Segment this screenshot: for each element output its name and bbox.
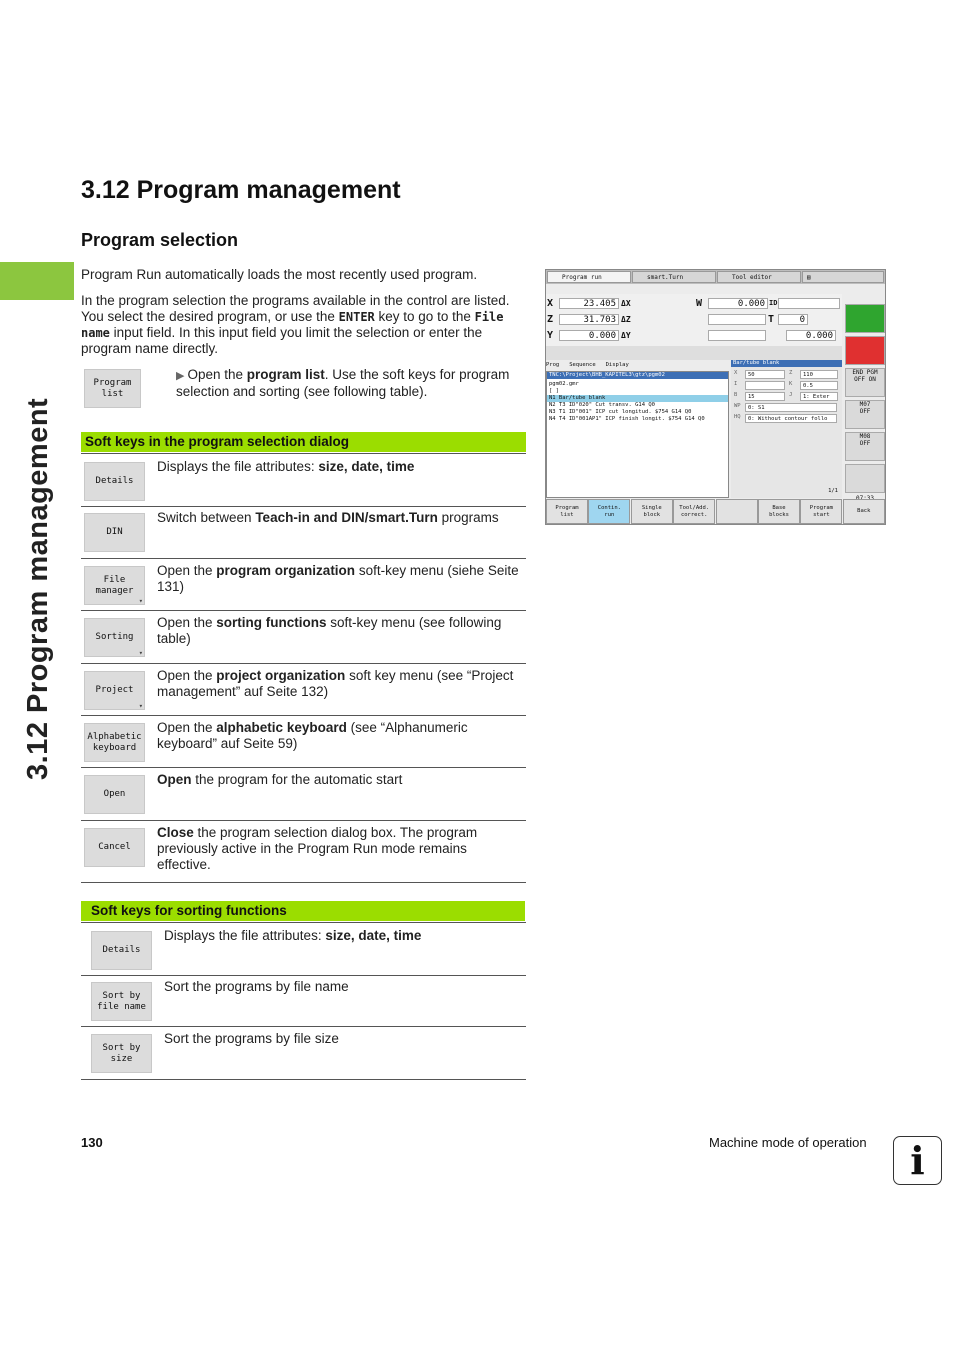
submenu-arrow-icon: ▾: [138, 597, 143, 605]
softkey-description: Displays the file attributes: size, date, time: [157, 459, 415, 474]
softkey[interactable]: Open: [84, 775, 145, 814]
table-row: [81, 1026, 526, 1080]
screen-softkey[interactable]: Single block: [631, 499, 673, 524]
file-name-field-label: File name: [81, 310, 504, 340]
tab-save-icon[interactable]: ▤: [802, 271, 884, 283]
table-row: [81, 820, 526, 883]
softkey-description: Switch between Teach-in and DIN/smart.Turn programs: [157, 510, 499, 525]
softkey-description: Open the program organization soft-key menu (siehe Seite 131): [157, 563, 519, 594]
axis-y-value: 0.000: [559, 330, 619, 341]
form-field[interactable]: [745, 381, 785, 390]
step-instruction: ▶ Open the program list. Use the soft keys for program selection and sorting (see following table).: [176, 367, 510, 399]
softkey-description: Sort the programs by file size: [164, 1031, 339, 1046]
table-row: [81, 663, 526, 716]
softkey[interactable]: Alphabetic keyboard: [84, 723, 145, 762]
vertical-softkeys: [845, 294, 885, 498]
file-line[interactable]: pgm02.gmr: [549, 381, 579, 387]
form-field[interactable]: 15: [745, 392, 785, 401]
end-pgm-softkey[interactable]: END PGM OFF ON: [845, 368, 885, 397]
cycle-stop-icon[interactable]: [845, 336, 885, 365]
program-file-pane: [546, 371, 729, 498]
form-field[interactable]: 110: [800, 370, 838, 379]
form-label: WP: [734, 403, 741, 409]
softkey[interactable]: Sorting ▾: [84, 618, 145, 657]
form-label: B: [734, 392, 738, 398]
softkey[interactable]: Sort by size: [91, 1034, 152, 1073]
file-line[interactable]: N2 T3 ID"020" Cut transv. G14 Q0: [549, 402, 655, 408]
mode-tab-bar: [546, 270, 885, 284]
softkey-description: Open the alphabetic keyboard (see “Alphanumeric keyboard” auf Seite 59): [157, 720, 468, 751]
table1-title: Soft keys in the program selection dialog: [81, 432, 526, 452]
softkey-description: Close the program selection dialog box. The program previously active in the Program Run mode remains effective.: [157, 825, 478, 872]
form-label: K: [789, 381, 793, 387]
form-title: Bar/tube blank: [731, 360, 842, 367]
file-line[interactable]: [ ]: [549, 388, 559, 394]
table-row: [81, 505, 526, 559]
form-field[interactable]: 50: [745, 370, 785, 379]
axis-z-delta: ΔZ: [621, 315, 631, 324]
softkey-description: Open the project organization soft key menu (see “Project management” auf Seite 132): [157, 668, 514, 699]
table-row: [81, 453, 526, 507]
form-label: X: [734, 370, 738, 376]
screen-softkey[interactable]: [716, 499, 758, 524]
control-screenshot: [545, 269, 886, 525]
softkey[interactable]: Details: [84, 462, 145, 501]
table-row: [81, 922, 526, 976]
screen-softkey[interactable]: Contin. run: [588, 499, 630, 524]
id-label: ID: [769, 299, 778, 307]
axis-w-value: 0.000: [708, 298, 768, 309]
chapter-tab-marker: [0, 262, 74, 300]
axis-z-label: Z: [547, 314, 554, 325]
axis-z-value: 31.703: [559, 314, 619, 325]
tool-t-label: T: [768, 314, 775, 325]
table-row: [81, 558, 526, 611]
chapter-footer: Machine mode of operation: [709, 1135, 867, 1150]
axis-w-label: W: [696, 298, 703, 309]
screen-softkey[interactable]: Back: [843, 499, 885, 524]
section-heading: 3.12 Program management: [81, 176, 401, 204]
table-row: [81, 767, 526, 821]
form-label: J: [789, 392, 793, 398]
subsection-heading: Program selection: [81, 230, 239, 250]
field-empty-2: [708, 330, 766, 341]
sub-tab-prog[interactable]: Prog: [546, 362, 560, 368]
axis-y-delta: ΔY: [621, 331, 631, 340]
sub-tab-bar: [546, 362, 729, 370]
tool-t-value: 0: [778, 314, 808, 325]
intro-paragraph: Program Run automatically loads the most recently used program.: [81, 267, 478, 282]
tab-program-run[interactable]: Program run: [547, 271, 631, 283]
program-list-softkey[interactable]: Program list: [84, 369, 141, 408]
form-field[interactable]: 0: S1: [745, 403, 837, 412]
cycle-start-icon[interactable]: [845, 304, 885, 333]
softkey[interactable]: Cancel: [84, 828, 145, 867]
form-label: Z: [789, 370, 793, 376]
form-field[interactable]: 0: Without contour follo: [745, 414, 837, 423]
softkey[interactable]: Project ▾: [84, 671, 145, 710]
screen-softkey[interactable]: Base blocks: [758, 499, 800, 524]
screen-softkey[interactable]: Program start: [800, 499, 842, 524]
submenu-arrow-icon: ▾: [138, 649, 143, 657]
submenu-arrow-icon: ▾: [138, 702, 143, 710]
m07-softkey[interactable]: M07 OFF: [845, 400, 885, 429]
step-arrow-icon: ▶: [176, 370, 185, 382]
softkey[interactable]: Details: [91, 931, 152, 970]
sub-tab-display[interactable]: Display: [605, 362, 629, 368]
tab-tool-editor[interactable]: Tool editor: [717, 271, 801, 283]
file-line[interactable]: N3 T1 ID"001" ICP cut longitud. $754 G14 Q0: [549, 409, 692, 415]
table-row: [81, 974, 526, 1027]
table-row: [81, 610, 526, 664]
feed-spindle-status-bar: [546, 346, 842, 360]
softkey-description: Sort the programs by file name: [164, 979, 349, 994]
form-field[interactable]: 0.5: [800, 381, 838, 390]
softkey-description: Open the program for the automatic start: [157, 772, 403, 787]
m08-softkey[interactable]: M08 OFF: [845, 432, 885, 461]
softkey-description: Open the sorting functions soft-key menu (see following table): [157, 615, 502, 646]
selection-paragraph: In the program selection the programs available in the control are listed. You select the desired program, or use the ENTER key to go to the File name input field. In this input field you limit the selection or enter the program name directly.: [81, 293, 510, 356]
axis-x-value: 23.405: [559, 298, 619, 309]
axis-x-delta: ΔX: [621, 299, 631, 308]
screen-softkey[interactable]: Tool/Add. correct.: [673, 499, 715, 524]
page-number: 130: [81, 1135, 103, 1150]
enter-key-label: ENTER: [338, 310, 375, 324]
form-field[interactable]: 1: Exter: [800, 392, 838, 401]
program-path: TNC:\Project\BHB_KAPITEL3\gtz\pgm02: [547, 372, 728, 379]
softkey[interactable]: Sort by file name: [91, 982, 152, 1021]
position-display: [546, 294, 842, 360]
table-row: [81, 715, 526, 768]
id-value: [778, 298, 840, 309]
screen-softkey[interactable]: Program list: [546, 499, 588, 524]
file-line-selected[interactable]: N1 Bar/tube blank: [547, 395, 728, 402]
file-line[interactable]: N4 T4 ID"001AP1" ICP finish longit. $754 G14 Q0: [549, 416, 705, 422]
info-icon: i: [893, 1136, 942, 1185]
page-indicator: 1/1: [828, 488, 838, 494]
axis-y-label: Y: [547, 330, 554, 341]
table2-title: Soft keys for sorting functions: [81, 901, 525, 921]
sub-tab-sequence[interactable]: Sequence: [569, 362, 596, 368]
softkey[interactable]: File manager ▾: [84, 566, 145, 605]
softkey-description: Displays the file attributes: size, date, time: [164, 928, 422, 943]
form-label: HQ: [734, 414, 741, 420]
blank-form-pane: [731, 360, 842, 498]
tool-path-icon[interactable]: [845, 464, 885, 493]
tab-smart-turn[interactable]: smart.Turn: [632, 271, 716, 283]
field-empty-1: [708, 314, 766, 325]
horizontal-softkeys: [546, 499, 885, 524]
softkey[interactable]: DIN: [84, 513, 145, 552]
axis-x-label: X: [547, 298, 554, 309]
form-label: I: [734, 381, 738, 387]
c-axis-value: 0.000: [786, 330, 836, 341]
